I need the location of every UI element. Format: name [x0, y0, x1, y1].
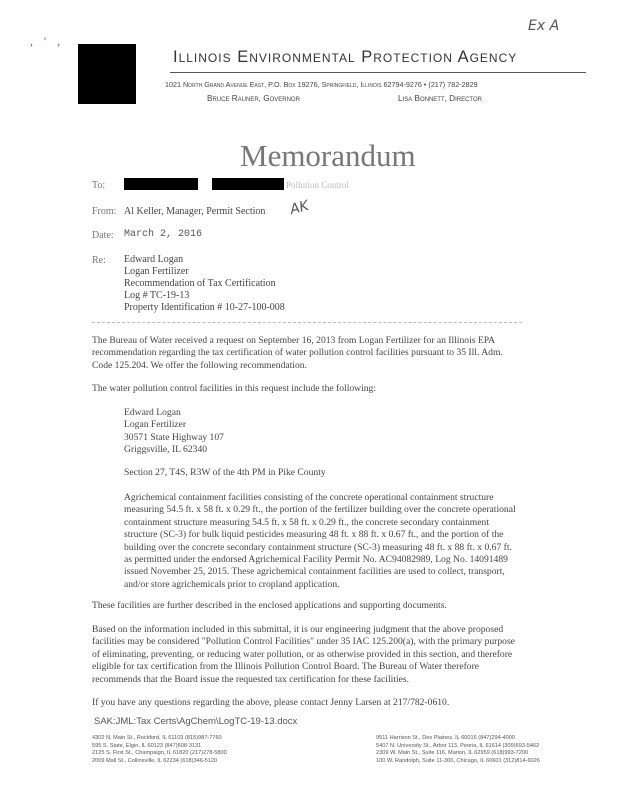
text-line: Based on the information included in this submittal, it is our engineering judgment that the above proposed: [92, 624, 504, 635]
paragraph-description: [124, 492, 516, 591]
redaction-2: [212, 178, 284, 190]
text-line: recommendation regarding the tax certification of water pollution control facilities pursuant to 35 Ill. Adm.: [92, 347, 503, 359]
date-label: Date:: [92, 230, 114, 241]
text-line: Agrichemical containment facilities consisting of the concrete operational containment structure: [124, 492, 494, 503]
address-line: Edward Logan: [124, 407, 181, 418]
paragraph-intro: [92, 335, 503, 372]
paragraph-facilities: The water pollution control facilities in this request include the following:: [92, 383, 377, 394]
redaction-1: [124, 178, 198, 190]
from-label: From:: [92, 206, 117, 217]
text-line: issued November 25, 2015. These agrichemical containment facilities are used to collect, transport,: [124, 566, 505, 578]
paragraph-judgment: [92, 624, 515, 686]
text-line: recommends that the Board issue the requested tax certification for these facilities.: [92, 673, 410, 685]
text-line: containment structure measuring 54.5 ft. x 58 ft. x 0.29 ft., the concrete secondary containment: [124, 516, 489, 528]
text-line: structure (SC-3) for bulk liquid pesticides measuring 48 ft. x 88 ft. x 0.67 ft., and the portion of the: [124, 529, 504, 541]
to-value-faint: Pollution Control: [286, 180, 349, 190]
address-line: 30571 State Highway 107: [124, 431, 224, 443]
footer-line: 9511 Harrison St., Des Plaines, IL 60016 (847)294-4000: [376, 735, 515, 741]
text-line: eligible for tax certification from the Illinois Pollution Control Board. The Bureau of Water therefore: [92, 661, 480, 673]
to-label: To:: [92, 180, 106, 191]
footer-offices-right: [376, 735, 540, 765]
paragraph-enclosed: These facilities are further described in the enclosed applications and supporting documents.: [92, 600, 447, 611]
text-line: Code 125.204. We offer the following recommendation.: [92, 359, 307, 371]
date-value: March 2, 2016: [124, 229, 203, 240]
footer-line: 2009 Mall St., Collinsville, IL 62234 (618)346-5120: [92, 757, 218, 764]
address-line: Logan Fertilizer: [124, 419, 187, 431]
director: Lisa Bonnett, Director: [398, 94, 482, 103]
file-reference: SAK:JML:Tax Certs\AgChem\LogTC-19-13.docx: [94, 716, 298, 727]
footer-line: 2125 S. First St., Champaign, IL 61820 (217)278-5800: [92, 750, 227, 757]
footer-line: 2309 W. Main St., Suite 116, Marion, IL 62959 (618)993-7200: [376, 750, 529, 757]
text-line: of eliminating, preventing, or reducing water pollution, or as otherwise provided in this section, and therefore: [92, 648, 513, 660]
re-line: Recommendation of Tax Certification: [124, 278, 276, 289]
exhibit-mark: Ex A: [528, 18, 560, 34]
agency-address: 1021 North Grand Avenue East, P.O. Box 19276, Springfield, Illinois 62794-9276 • (217) 782-2829: [165, 80, 478, 89]
footer-line: 4302 N. Main St., Rockford, IL 61103 (815)987-7760: [92, 735, 222, 741]
facility-address: [124, 407, 224, 457]
text-line: and/or store agrichemicals prior to cropland application.: [124, 578, 340, 590]
re-line: Log # TC-19-13: [124, 290, 190, 301]
footer-offices-left: [92, 735, 227, 765]
footer-line: 5407 N. University St., Arbor 113, Peoria, IL 61614 (309)693-5462: [376, 742, 540, 749]
text-line: facilities may be considered "Pollution Control Facilities" under 35 IAC 125.200(a), with the primary purpose: [92, 636, 515, 648]
text-line: measuring 54.5 ft. x 58 ft. x 0.29 ft., the portion of the fertilizer building over the concrete operational: [124, 504, 516, 516]
text-line: building over the concrete secondary containment structure (SC-3) measuring 48 ft. x 88 ft. x 0.67 ft.: [124, 541, 512, 553]
memo-title: Memorandum: [240, 138, 416, 173]
re-label: Re:: [92, 255, 106, 266]
from-value: Al Keller, Manager, Permit Section: [124, 206, 266, 217]
re-line: Logan Fertilizer: [124, 266, 189, 277]
divider: [92, 322, 522, 324]
footer-line: 100 W. Randolph, Suite 11-300, Chicago, IL 60601 (312)814-6026: [376, 757, 540, 764]
paragraph-contact: If you have any questions regarding the above, please contact Jenny Larsen at 217/782-0610.: [92, 697, 450, 708]
scan-specks: , ' ,: [30, 34, 65, 48]
redacted-logo: [78, 44, 136, 104]
address-line: Griggsville, IL 62340: [124, 444, 208, 456]
footer-line: 595 S. State, Elgin, IL 60123 (847)608-3131: [92, 742, 202, 749]
re-line: Edward Logan: [124, 254, 184, 265]
agency-name: Illinois Environmental Protection Agency: [173, 48, 518, 66]
signature: AK: [288, 197, 311, 219]
text-line: as permitted under the endorsed Agrichemical Facility Permit No. AC94082989, Log No. 14091489: [124, 554, 508, 566]
re-block: [124, 254, 285, 314]
re-line: Property Identification # 10-27-100-008: [124, 302, 285, 313]
governor: Bruce Rauner, Governor: [207, 94, 300, 103]
text-line: The Bureau of Water received a request on September 16, 2013 from Logan Fertilizer for an Illinois EPA: [92, 335, 496, 346]
header-rule: [170, 72, 586, 73]
section-location: Section 27, T4S, R3W of the 4th PM in Pike County: [124, 467, 326, 478]
